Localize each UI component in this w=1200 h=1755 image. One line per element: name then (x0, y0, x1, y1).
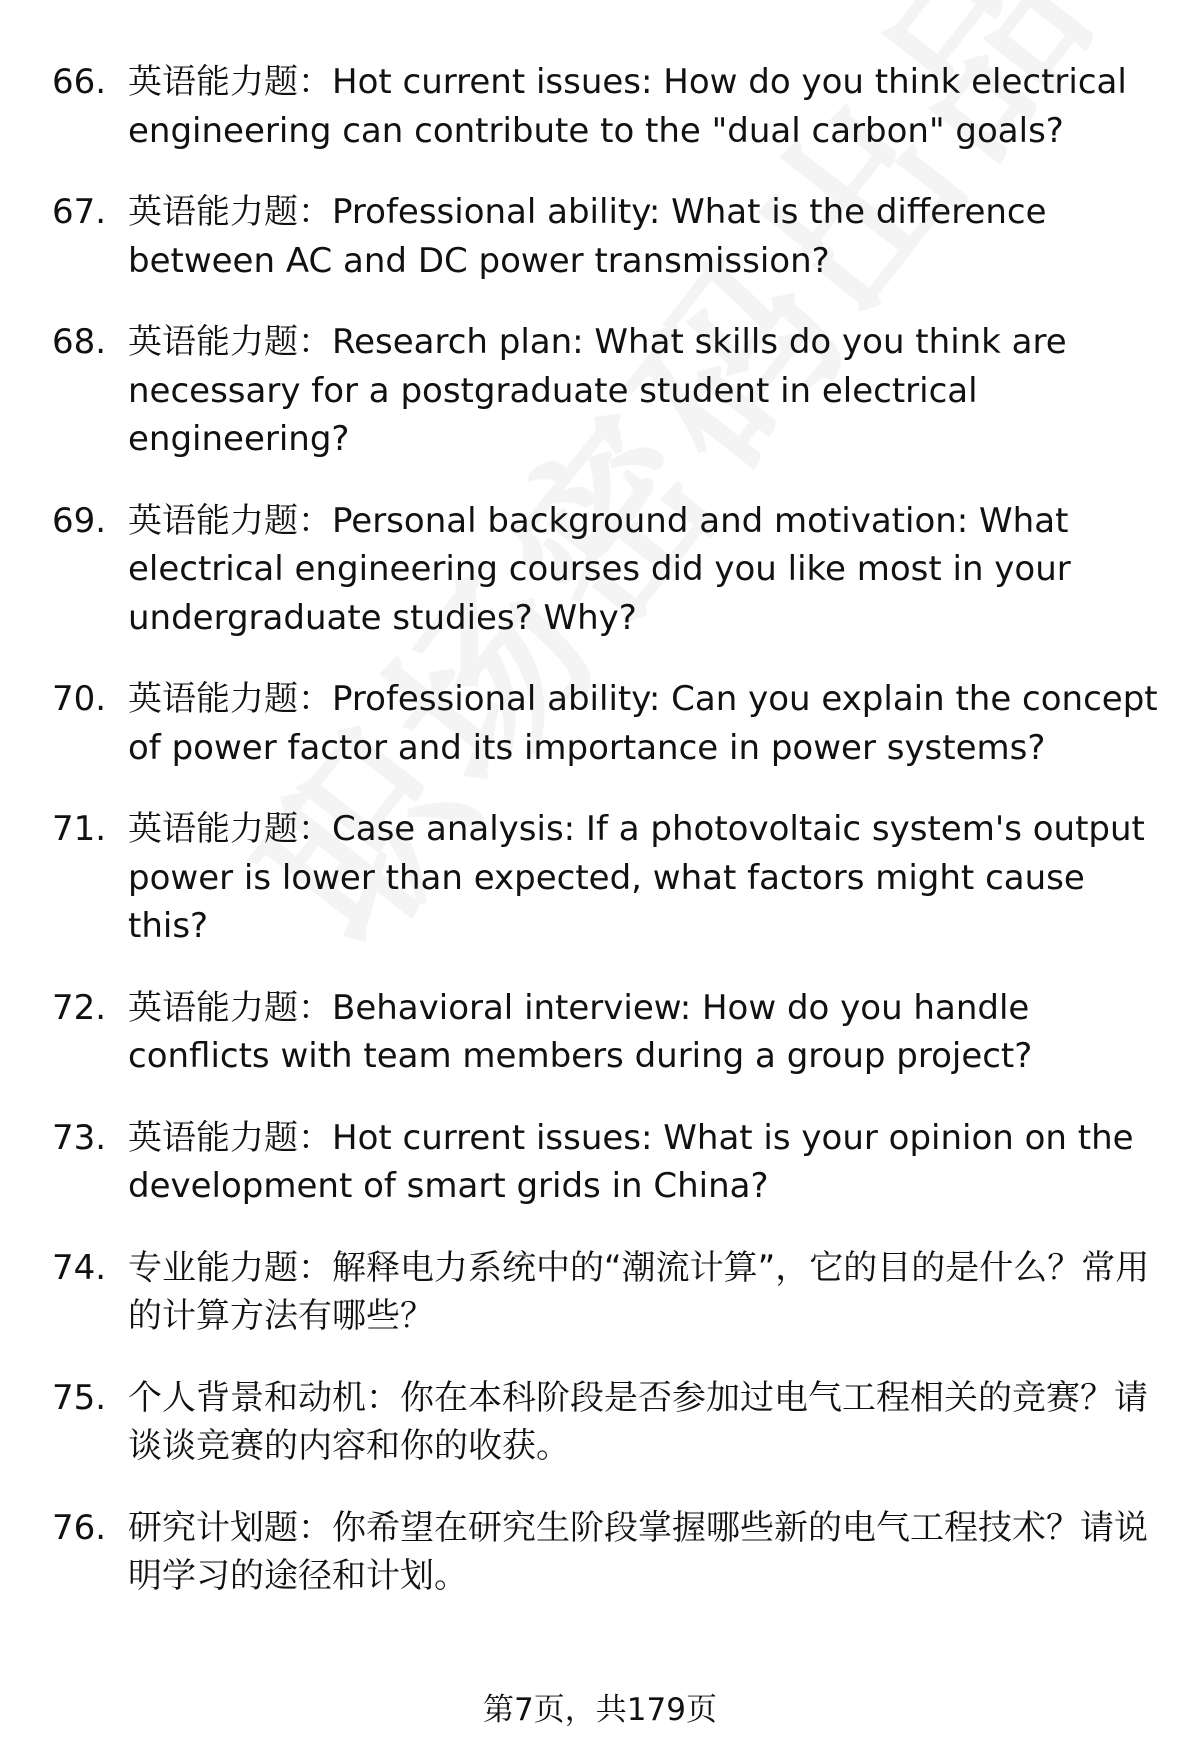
question-text: 英语能力题：Behavioral interview: How do you handle conflicts with team members during a group project? (128, 987, 1033, 1076)
question-text: 英语能力题：Professional ability: Can you explain the concept of power factor and its importance in power systems? (128, 679, 1158, 768)
question-text: 英语能力题：Hot current issues: How do you think electrical engineering can contribute to the "dual carbon" goals? (128, 62, 1127, 151)
question-text: 英语能力题：Research plan: What skills do you think are necessary for a postgraduate student in electrical engineering? (128, 322, 1067, 459)
question-number: 75. (52, 1377, 107, 1418)
question-item (52, 1114, 1162, 1211)
question-item (52, 805, 1162, 951)
question-number: 74. (52, 1247, 107, 1288)
question-number: 76. (52, 1507, 107, 1548)
question-text: 个人背景和动机：你在本科阶段是否参加过电气工程相关的竞赛？请谈谈竞赛的内容和你的收获。 (128, 1377, 1148, 1466)
question-number: 73. (52, 1117, 107, 1158)
question-number: 69. (52, 500, 107, 541)
question-item (52, 58, 1162, 155)
question-text: 英语能力题：Professional ability: What is the difference between AC and DC power transmission? (128, 192, 1047, 281)
question-text: 研究计划题：你希望在研究生阶段掌握哪些新的电气工程技术？请说明学习的途径和计划。 (128, 1507, 1148, 1596)
question-item (52, 318, 1162, 464)
question-item (52, 1374, 1162, 1471)
page-footer: 第7页，共179页 (483, 1692, 717, 1728)
question-item (52, 188, 1162, 285)
question-text: 英语能力题：Case analysis: If a photovoltaic system's output power is lower than expected, what factors might cause this? (128, 809, 1145, 946)
question-number: 72. (52, 987, 107, 1028)
question-item (52, 984, 1162, 1081)
question-item (52, 675, 1162, 772)
question-number: 71. (52, 809, 107, 849)
question-item (52, 1244, 1162, 1341)
question-number: 66. (52, 62, 107, 102)
question-number: 67. (52, 192, 107, 232)
question-item (52, 497, 1162, 643)
question-number: 70. (52, 679, 107, 719)
question-text: 英语能力题：Personal background and motivation: What electrical engineering courses did you like most in your undergraduate studies? Why? (128, 500, 1071, 638)
question-text: 英语能力题：Hot current issues: What is your opinion on the development of smart grids in China? (128, 1117, 1134, 1206)
question-item (52, 1504, 1162, 1601)
question-number: 68. (52, 322, 107, 362)
question-list (52, 58, 1162, 1634)
question-text: 专业能力题：解释电力系统中的“潮流计算”，它的目的是什么？常用的计算方法有哪些？ (128, 1247, 1150, 1336)
